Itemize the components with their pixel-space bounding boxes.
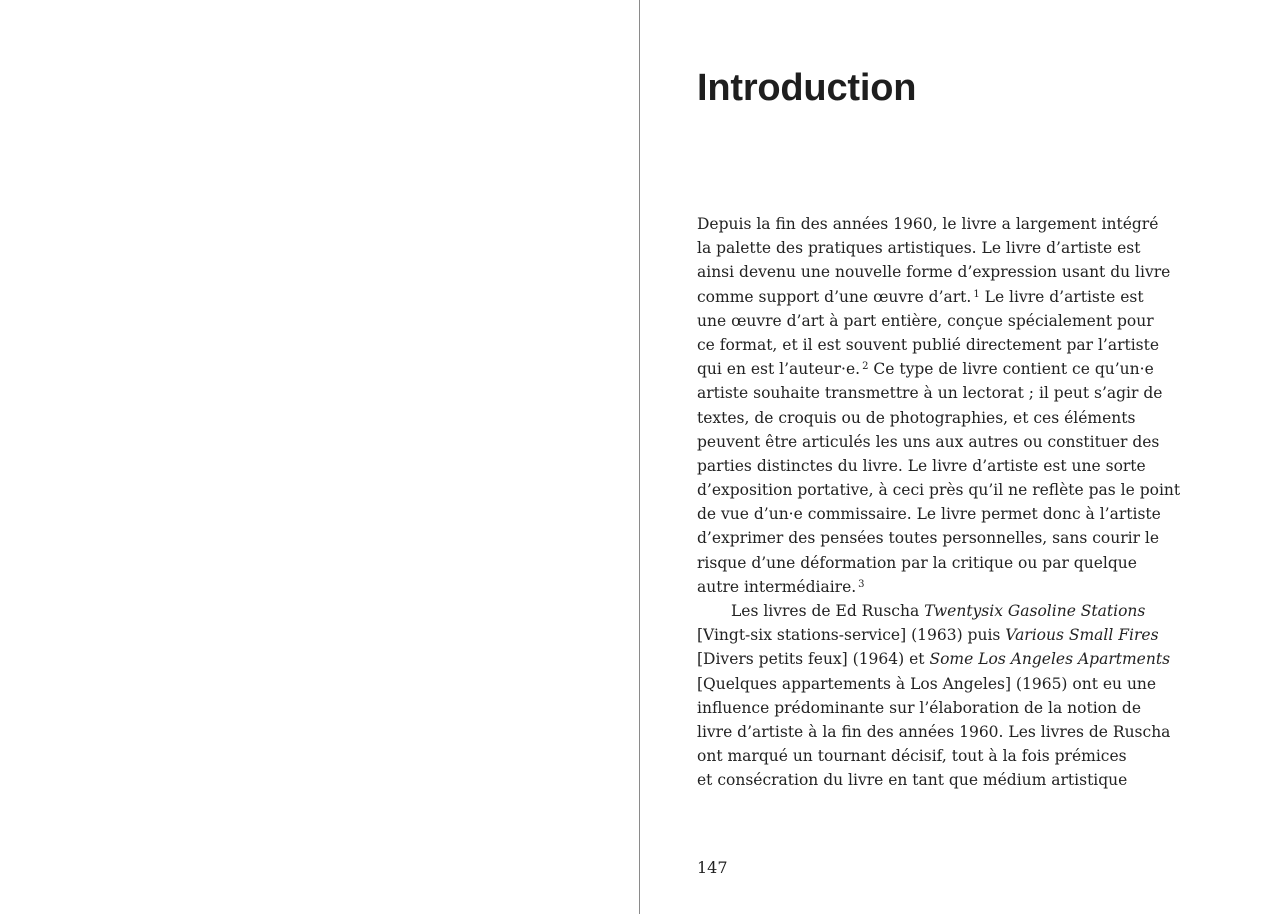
chapter-heading: Introduction (697, 67, 917, 109)
text-line: autre intermédiaire. $^3$ (697, 577, 865, 596)
text-line: artiste souhaite transmettre à un lectorat ; il peut s’agir de (697, 384, 1163, 403)
text-line: qui en est l’auteur·e. $^2$ Ce type de livre contient ce qu’un·e (697, 360, 1154, 379)
left-page-blank (0, 0, 639, 914)
text-line: d’exprimer des pensées toutes personnelles, sans courir le (697, 529, 1160, 548)
text-line: une œuvre d’art à part entière, conçue spécialement pour (697, 311, 1154, 330)
text-line: comme support d’une œuvre d’art. $^1$ Le livre d’artiste est (697, 287, 1144, 306)
page-number: 147 (697, 858, 728, 877)
text-line: peuvent être articulés les uns aux autres ou constituer des (697, 432, 1160, 451)
book-title-italic: Some Los Angeles Apartments (929, 650, 1171, 669)
text-line-paragraph-start: Les livres de Ed Ruscha Twentysix Gasoline Stations (731, 602, 1146, 620)
text-line: ainsi devenu une nouvelle forme d’expression usant du livre (697, 263, 1171, 282)
right-page (640, 0, 1279, 914)
text-line: risque d’une déformation par la critique ou par quelque (697, 553, 1137, 572)
text-line: parties distinctes du livre. Le livre d’artiste est une sorte (697, 456, 1146, 475)
text-line: d’exposition portative, à ceci près qu’il ne reflète pas le point (697, 481, 1181, 500)
book-title-italic: Twentysix Gasoline Stations (924, 602, 1146, 620)
text-line: influence prédominante sur l’élaboration de la notion de (697, 698, 1141, 717)
text-line: et consécration du livre en tant que médium artistique (697, 771, 1128, 790)
text-line: [Quelques appartements à Los Angeles] (1965) ont eu une (697, 674, 1157, 693)
text-line: ce format, et il est souvent publié directement par l’artiste (697, 335, 1160, 354)
text-line: de vue d’un·e commissaire. Le livre permet donc à l’artiste (697, 505, 1161, 524)
body-text (697, 212, 1182, 793)
footnote-ref-3: 3 (858, 578, 865, 590)
footnote-ref-1: 1 (973, 288, 980, 300)
book-title-italic: Various Small Fires (1005, 626, 1159, 645)
text-line: livre d’artiste à la fin des années 1960. Les livres de Ruscha (697, 722, 1171, 741)
text-line: Depuis la fin des années 1960, le livre a largement intégré (697, 215, 1159, 233)
text-line: [Vingt-six stations-service] (1963) puis Various Small Fires (697, 626, 1159, 645)
text-line: textes, de croquis ou de photographies, et ces éléments (697, 408, 1136, 427)
text-line: la palette des pratiques artistiques. Le livre d’artiste est (697, 239, 1141, 258)
footnote-ref-2: 2 (862, 361, 869, 373)
text-line: [Divers petits feux] (1964) et Some Los Angeles Apartments (697, 650, 1171, 669)
text-line: ont marqué un tournant décisif, tout à la fois prémices (697, 747, 1127, 766)
